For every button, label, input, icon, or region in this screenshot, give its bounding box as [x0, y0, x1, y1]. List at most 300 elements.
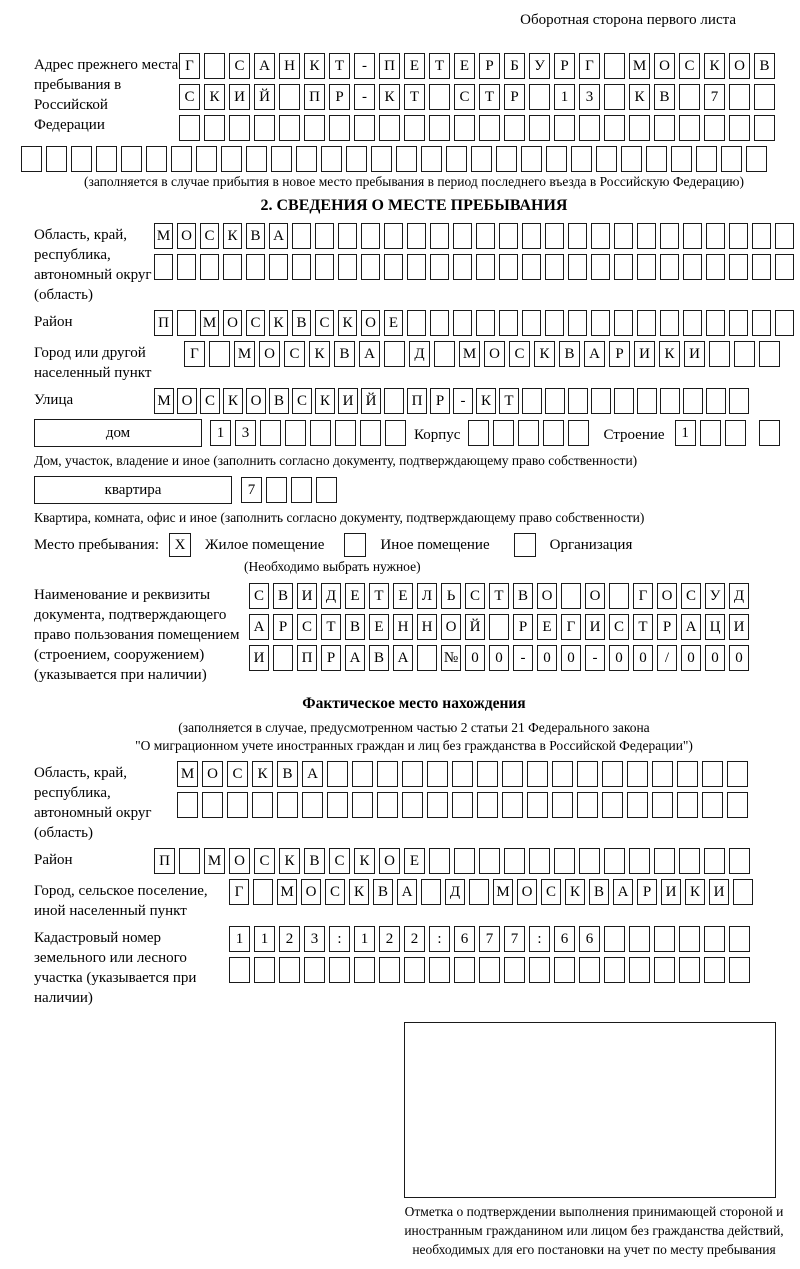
- char-cell[interactable]: [499, 310, 518, 336]
- char-cell[interactable]: Р: [637, 879, 657, 905]
- char-cell[interactable]: В: [559, 341, 580, 367]
- char-cell[interactable]: [271, 146, 292, 172]
- char-cell[interactable]: С: [465, 583, 485, 609]
- char-cell[interactable]: С: [679, 53, 700, 79]
- char-cell[interactable]: [702, 761, 723, 787]
- char-cell[interactable]: [579, 848, 600, 874]
- char-cell[interactable]: [346, 146, 367, 172]
- char-cell[interactable]: [377, 761, 398, 787]
- char-cell[interactable]: [229, 957, 250, 983]
- char-cell[interactable]: В: [269, 388, 289, 414]
- char-cell[interactable]: [407, 310, 426, 336]
- char-cell[interactable]: [683, 254, 702, 280]
- char-cell[interactable]: [759, 341, 780, 367]
- char-cell[interactable]: [652, 761, 673, 787]
- char-cell[interactable]: [254, 957, 275, 983]
- char-cell[interactable]: К: [704, 53, 725, 79]
- char-cell[interactable]: Т: [499, 388, 519, 414]
- char-cell[interactable]: [637, 388, 657, 414]
- char-cell[interactable]: [529, 84, 550, 110]
- char-cell[interactable]: [504, 848, 525, 874]
- char-cell[interactable]: [679, 957, 700, 983]
- char-cell[interactable]: К: [349, 879, 369, 905]
- char-cell[interactable]: [407, 223, 426, 249]
- char-cell[interactable]: П: [154, 310, 173, 336]
- char-cell[interactable]: Р: [513, 614, 533, 640]
- char-cell[interactable]: [725, 420, 746, 446]
- char-cell[interactable]: Р: [554, 53, 575, 79]
- char-cell[interactable]: [227, 792, 248, 818]
- char-cell[interactable]: [529, 115, 550, 141]
- char-cell[interactable]: [200, 254, 219, 280]
- char-cell[interactable]: П: [407, 388, 427, 414]
- char-cell[interactable]: [421, 146, 442, 172]
- char-cell[interactable]: [629, 115, 650, 141]
- char-cell[interactable]: С: [249, 583, 269, 609]
- char-cell[interactable]: [292, 223, 311, 249]
- char-cell[interactable]: [521, 146, 542, 172]
- char-cell[interactable]: Н: [393, 614, 413, 640]
- char-cell[interactable]: [454, 957, 475, 983]
- char-cell[interactable]: С: [179, 84, 200, 110]
- char-cell[interactable]: [709, 341, 730, 367]
- char-cell[interactable]: И: [634, 341, 655, 367]
- char-cell[interactable]: [679, 926, 700, 952]
- char-cell[interactable]: [543, 420, 564, 446]
- char-cell[interactable]: Й: [254, 84, 275, 110]
- char-cell[interactable]: 1: [254, 926, 275, 952]
- char-cell[interactable]: 2: [379, 926, 400, 952]
- char-cell[interactable]: [489, 614, 509, 640]
- char-cell[interactable]: А: [584, 341, 605, 367]
- char-cell[interactable]: [354, 115, 375, 141]
- char-cell[interactable]: Т: [329, 53, 350, 79]
- char-cell[interactable]: [352, 761, 373, 787]
- char-cell[interactable]: К: [309, 341, 330, 367]
- char-cell[interactable]: С: [229, 53, 250, 79]
- char-cell[interactable]: 0: [633, 645, 653, 671]
- char-cell[interactable]: Е: [537, 614, 557, 640]
- char-cell[interactable]: [637, 310, 656, 336]
- char-cell[interactable]: [430, 254, 449, 280]
- char-cell[interactable]: [646, 146, 667, 172]
- char-cell[interactable]: 0: [681, 645, 701, 671]
- char-cell[interactable]: [746, 146, 767, 172]
- char-cell[interactable]: [384, 388, 404, 414]
- char-cell[interactable]: И: [338, 388, 358, 414]
- char-cell[interactable]: [204, 115, 225, 141]
- char-cell[interactable]: [321, 146, 342, 172]
- char-cell[interactable]: [453, 223, 472, 249]
- char-cell[interactable]: [752, 223, 771, 249]
- char-cell[interactable]: [329, 957, 350, 983]
- char-cell[interactable]: [604, 957, 625, 983]
- char-cell[interactable]: Р: [273, 614, 293, 640]
- char-cell[interactable]: Е: [369, 614, 389, 640]
- char-cell[interactable]: [304, 115, 325, 141]
- char-cell[interactable]: Р: [504, 84, 525, 110]
- char-cell[interactable]: [609, 583, 629, 609]
- char-cell[interactable]: [273, 645, 293, 671]
- char-cell[interactable]: Р: [609, 341, 630, 367]
- char-cell[interactable]: [252, 792, 273, 818]
- char-cell[interactable]: С: [200, 223, 219, 249]
- char-cell[interactable]: [596, 146, 617, 172]
- char-cell[interactable]: [637, 223, 656, 249]
- char-cell[interactable]: [627, 761, 648, 787]
- char-cell[interactable]: [577, 792, 598, 818]
- char-cell[interactable]: С: [227, 761, 248, 787]
- char-cell[interactable]: [223, 254, 242, 280]
- char-cell[interactable]: [568, 388, 588, 414]
- char-cell[interactable]: [527, 792, 548, 818]
- char-cell[interactable]: К: [685, 879, 705, 905]
- char-cell[interactable]: [429, 115, 450, 141]
- char-cell[interactable]: [729, 926, 750, 952]
- char-cell[interactable]: [529, 848, 550, 874]
- char-cell[interactable]: И: [297, 583, 317, 609]
- char-cell[interactable]: [604, 848, 625, 874]
- char-cell[interactable]: [591, 388, 611, 414]
- char-cell[interactable]: Г: [633, 583, 653, 609]
- char-cell[interactable]: [729, 310, 748, 336]
- char-cell[interactable]: [660, 254, 679, 280]
- char-cell[interactable]: 1: [554, 84, 575, 110]
- char-cell[interactable]: 6: [454, 926, 475, 952]
- char-cell[interactable]: [421, 879, 441, 905]
- char-cell[interactable]: [579, 957, 600, 983]
- char-cell[interactable]: [706, 223, 725, 249]
- char-cell[interactable]: [733, 879, 753, 905]
- char-cell[interactable]: [679, 84, 700, 110]
- char-cell[interactable]: [354, 957, 375, 983]
- char-cell[interactable]: [329, 115, 350, 141]
- char-cell[interactable]: [479, 957, 500, 983]
- char-cell[interactable]: К: [379, 84, 400, 110]
- char-cell[interactable]: К: [354, 848, 375, 874]
- char-cell[interactable]: К: [269, 310, 288, 336]
- char-cell[interactable]: О: [517, 879, 537, 905]
- char-cell[interactable]: [221, 146, 242, 172]
- char-cell[interactable]: [602, 792, 623, 818]
- char-cell[interactable]: [452, 761, 473, 787]
- char-cell[interactable]: [417, 645, 437, 671]
- char-cell[interactable]: С: [454, 84, 475, 110]
- char-cell[interactable]: Й: [361, 388, 381, 414]
- char-cell[interactable]: [552, 792, 573, 818]
- char-cell[interactable]: Т: [633, 614, 653, 640]
- char-cell[interactable]: [704, 926, 725, 952]
- char-cell[interactable]: [502, 792, 523, 818]
- char-cell[interactable]: [279, 84, 300, 110]
- char-cell[interactable]: О: [654, 53, 675, 79]
- char-cell[interactable]: [96, 146, 117, 172]
- char-cell[interactable]: [315, 223, 334, 249]
- char-cell[interactable]: С: [329, 848, 350, 874]
- char-cell[interactable]: 3: [304, 926, 325, 952]
- char-cell[interactable]: [729, 223, 748, 249]
- char-cell[interactable]: И: [661, 879, 681, 905]
- char-cell[interactable]: [476, 310, 495, 336]
- char-cell[interactable]: [660, 388, 680, 414]
- char-cell[interactable]: [504, 957, 525, 983]
- char-cell[interactable]: Е: [404, 53, 425, 79]
- char-cell[interactable]: О: [484, 341, 505, 367]
- char-cell[interactable]: [209, 341, 230, 367]
- char-cell[interactable]: [452, 792, 473, 818]
- char-cell[interactable]: [775, 254, 794, 280]
- char-cell[interactable]: [384, 341, 405, 367]
- char-cell[interactable]: С: [246, 310, 265, 336]
- char-cell[interactable]: 1: [229, 926, 250, 952]
- char-cell[interactable]: 0: [465, 645, 485, 671]
- char-cell[interactable]: О: [729, 53, 750, 79]
- char-cell[interactable]: [729, 115, 750, 141]
- char-cell[interactable]: [654, 926, 675, 952]
- char-cell[interactable]: Г: [229, 879, 249, 905]
- char-cell[interactable]: С: [297, 614, 317, 640]
- char-cell[interactable]: [384, 254, 403, 280]
- char-cell[interactable]: [427, 792, 448, 818]
- char-cell[interactable]: М: [154, 388, 174, 414]
- char-cell[interactable]: [554, 848, 575, 874]
- char-cell[interactable]: В: [373, 879, 393, 905]
- char-cell[interactable]: [721, 146, 742, 172]
- char-cell[interactable]: [683, 310, 702, 336]
- char-cell[interactable]: И: [585, 614, 605, 640]
- char-cell[interactable]: [454, 848, 475, 874]
- char-cell[interactable]: К: [565, 879, 585, 905]
- char-cell[interactable]: Р: [321, 645, 341, 671]
- char-cell[interactable]: [360, 420, 381, 446]
- char-cell[interactable]: [602, 761, 623, 787]
- char-cell[interactable]: К: [279, 848, 300, 874]
- char-cell[interactable]: И: [229, 84, 250, 110]
- char-cell[interactable]: [304, 957, 325, 983]
- char-cell[interactable]: Л: [417, 583, 437, 609]
- char-cell[interactable]: Й: [465, 614, 485, 640]
- char-cell[interactable]: [546, 146, 567, 172]
- char-cell[interactable]: [591, 254, 610, 280]
- char-cell[interactable]: [296, 146, 317, 172]
- char-cell[interactable]: [552, 761, 573, 787]
- char-cell[interactable]: [522, 388, 542, 414]
- char-cell[interactable]: А: [397, 879, 417, 905]
- char-cell[interactable]: М: [277, 879, 297, 905]
- char-cell[interactable]: В: [246, 223, 265, 249]
- char-cell[interactable]: [471, 146, 492, 172]
- char-cell[interactable]: [568, 310, 587, 336]
- char-cell[interactable]: Г: [179, 53, 200, 79]
- char-cell[interactable]: [429, 84, 450, 110]
- char-cell[interactable]: [652, 792, 673, 818]
- char-cell[interactable]: [46, 146, 67, 172]
- char-cell[interactable]: К: [204, 84, 225, 110]
- char-cell[interactable]: [469, 879, 489, 905]
- char-cell[interactable]: [679, 115, 700, 141]
- char-cell[interactable]: М: [629, 53, 650, 79]
- char-cell[interactable]: [629, 957, 650, 983]
- char-cell[interactable]: В: [513, 583, 533, 609]
- char-cell[interactable]: Т: [369, 583, 389, 609]
- char-cell[interactable]: 7: [704, 84, 725, 110]
- char-cell[interactable]: [429, 957, 450, 983]
- char-cell[interactable]: В: [277, 761, 298, 787]
- char-cell[interactable]: А: [359, 341, 380, 367]
- char-cell[interactable]: Ц: [705, 614, 725, 640]
- char-cell[interactable]: [404, 115, 425, 141]
- char-cell[interactable]: [579, 115, 600, 141]
- char-cell[interactable]: [683, 388, 703, 414]
- char-cell[interactable]: Г: [579, 53, 600, 79]
- char-cell[interactable]: -: [585, 645, 605, 671]
- char-cell[interactable]: А: [302, 761, 323, 787]
- char-cell[interactable]: О: [202, 761, 223, 787]
- char-cell[interactable]: У: [705, 583, 725, 609]
- char-cell[interactable]: [637, 254, 656, 280]
- char-cell[interactable]: 6: [579, 926, 600, 952]
- char-cell[interactable]: О: [229, 848, 250, 874]
- char-cell[interactable]: [554, 115, 575, 141]
- char-cell[interactable]: [614, 254, 633, 280]
- char-cell[interactable]: [479, 848, 500, 874]
- char-cell[interactable]: [604, 53, 625, 79]
- char-cell[interactable]: [434, 341, 455, 367]
- char-cell[interactable]: [654, 848, 675, 874]
- char-cell[interactable]: [352, 792, 373, 818]
- char-cell[interactable]: В: [304, 848, 325, 874]
- char-cell[interactable]: М: [234, 341, 255, 367]
- char-cell[interactable]: О: [177, 388, 197, 414]
- char-cell[interactable]: [627, 792, 648, 818]
- char-cell[interactable]: [446, 146, 467, 172]
- char-cell[interactable]: П: [379, 53, 400, 79]
- char-cell[interactable]: [614, 388, 634, 414]
- char-cell[interactable]: [727, 761, 748, 787]
- char-cell[interactable]: [660, 223, 679, 249]
- char-cell[interactable]: П: [297, 645, 317, 671]
- char-cell[interactable]: О: [585, 583, 605, 609]
- char-cell[interactable]: [671, 146, 692, 172]
- char-cell[interactable]: [384, 223, 403, 249]
- char-cell[interactable]: В: [369, 645, 389, 671]
- checkbox-zhiloe-pomeshchenie[interactable]: X: [169, 533, 191, 557]
- char-cell[interactable]: М: [177, 761, 198, 787]
- char-cell[interactable]: [338, 254, 357, 280]
- char-cell[interactable]: [683, 223, 702, 249]
- char-cell[interactable]: [704, 115, 725, 141]
- char-cell[interactable]: 0: [705, 645, 725, 671]
- char-cell[interactable]: 2: [404, 926, 425, 952]
- char-cell[interactable]: К: [223, 223, 242, 249]
- char-cell[interactable]: [561, 583, 581, 609]
- char-cell[interactable]: В: [345, 614, 365, 640]
- char-cell[interactable]: [571, 146, 592, 172]
- char-cell[interactable]: Е: [404, 848, 425, 874]
- char-cell[interactable]: И: [684, 341, 705, 367]
- char-cell[interactable]: [568, 254, 587, 280]
- char-cell[interactable]: [327, 792, 348, 818]
- char-cell[interactable]: [468, 420, 489, 446]
- char-cell[interactable]: -: [453, 388, 473, 414]
- char-cell[interactable]: К: [304, 53, 325, 79]
- char-cell[interactable]: Р: [479, 53, 500, 79]
- char-cell[interactable]: [493, 420, 514, 446]
- char-cell[interactable]: [504, 115, 525, 141]
- char-cell[interactable]: С: [284, 341, 305, 367]
- char-cell[interactable]: [706, 310, 725, 336]
- char-cell[interactable]: [179, 848, 200, 874]
- char-cell[interactable]: [204, 53, 225, 79]
- char-cell[interactable]: [704, 848, 725, 874]
- char-cell[interactable]: О: [177, 223, 196, 249]
- checkbox-organizatsiya[interactable]: [514, 533, 536, 557]
- char-cell[interactable]: [427, 761, 448, 787]
- char-cell[interactable]: 0: [561, 645, 581, 671]
- char-cell[interactable]: [361, 223, 380, 249]
- char-cell[interactable]: [430, 310, 449, 336]
- char-cell[interactable]: 1: [210, 420, 231, 446]
- char-cell[interactable]: 0: [609, 645, 629, 671]
- char-cell[interactable]: [604, 84, 625, 110]
- char-cell[interactable]: [407, 254, 426, 280]
- char-cell[interactable]: Т: [489, 583, 509, 609]
- char-cell[interactable]: [477, 761, 498, 787]
- char-cell[interactable]: /: [657, 645, 677, 671]
- char-cell[interactable]: [429, 848, 450, 874]
- char-cell[interactable]: М: [200, 310, 219, 336]
- char-cell[interactable]: Т: [429, 53, 450, 79]
- char-cell[interactable]: [591, 310, 610, 336]
- char-cell[interactable]: С: [541, 879, 561, 905]
- char-cell[interactable]: К: [659, 341, 680, 367]
- char-cell[interactable]: У: [529, 53, 550, 79]
- char-cell[interactable]: К: [534, 341, 555, 367]
- char-cell[interactable]: [396, 146, 417, 172]
- char-cell[interactable]: [702, 792, 723, 818]
- char-cell[interactable]: [327, 761, 348, 787]
- char-cell[interactable]: [752, 310, 771, 336]
- char-cell[interactable]: [754, 115, 775, 141]
- char-cell[interactable]: Д: [445, 879, 465, 905]
- char-cell[interactable]: О: [246, 388, 266, 414]
- char-cell[interactable]: 6: [554, 926, 575, 952]
- char-cell[interactable]: [759, 420, 780, 446]
- char-cell[interactable]: [310, 420, 331, 446]
- char-cell[interactable]: [729, 957, 750, 983]
- char-cell[interactable]: С: [609, 614, 629, 640]
- char-cell[interactable]: [154, 254, 173, 280]
- char-cell[interactable]: Ь: [441, 583, 461, 609]
- char-cell[interactable]: 2: [279, 926, 300, 952]
- char-cell[interactable]: [260, 420, 281, 446]
- char-cell[interactable]: А: [269, 223, 288, 249]
- char-cell[interactable]: [266, 477, 287, 503]
- char-cell[interactable]: Р: [657, 614, 677, 640]
- char-cell[interactable]: [591, 223, 610, 249]
- char-cell[interactable]: Н: [279, 53, 300, 79]
- char-cell[interactable]: [679, 848, 700, 874]
- char-cell[interactable]: О: [441, 614, 461, 640]
- char-cell[interactable]: С: [325, 879, 345, 905]
- char-cell[interactable]: К: [315, 388, 335, 414]
- char-cell[interactable]: -: [354, 84, 375, 110]
- char-cell[interactable]: К: [223, 388, 243, 414]
- char-cell[interactable]: Т: [404, 84, 425, 110]
- char-cell[interactable]: М: [154, 223, 173, 249]
- char-cell[interactable]: [554, 957, 575, 983]
- char-cell[interactable]: [279, 957, 300, 983]
